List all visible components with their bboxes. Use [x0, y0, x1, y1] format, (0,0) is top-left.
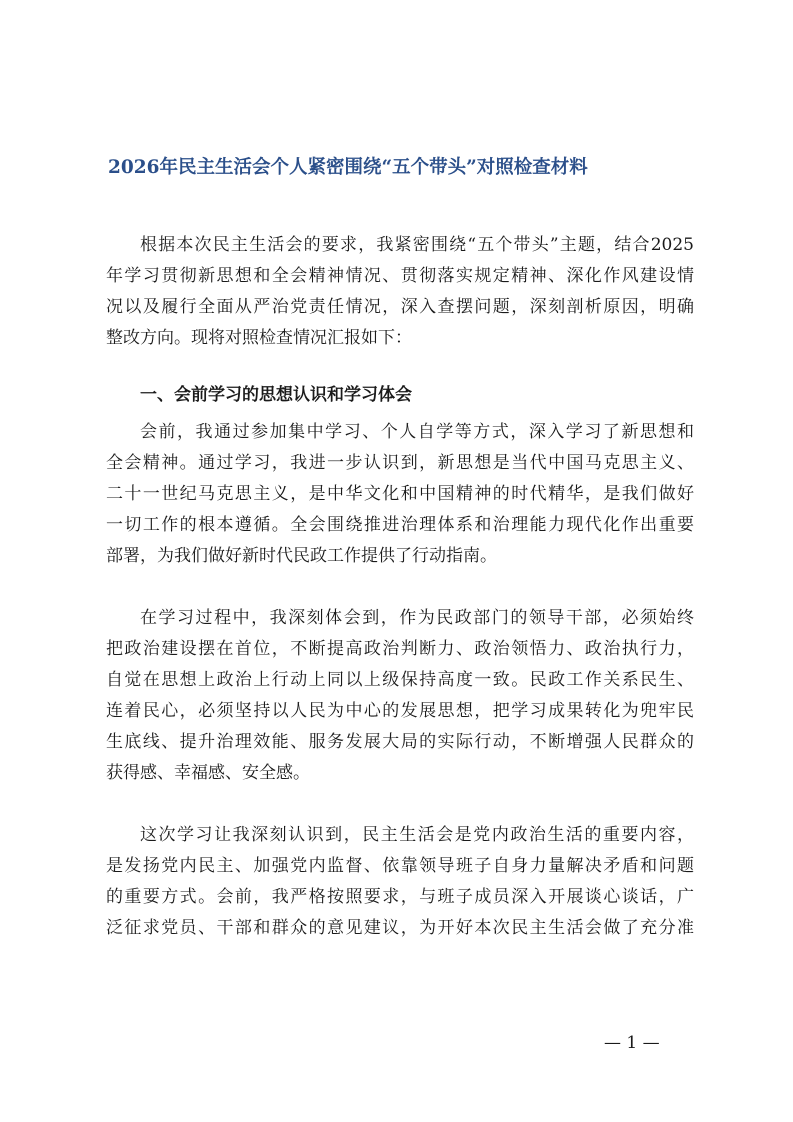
text-line: 根据本次民主生活会的要求，我紧密围绕“五个带头”主题，结合2025 [140, 235, 694, 255]
text-line: 部署，为我们做好新时代民政工作提供了行动指南。 [106, 546, 497, 566]
text-line: 自觉在思想上政治上行动上同以上级保持高度一致。民政工作关系民生、 [106, 670, 694, 690]
text-line: 二十一世纪马克思主义，是中华文化和中国精神的时代精华，是我们做好 [106, 484, 694, 504]
text-line: 生底线、提升治理效能、服务发展大局的实际行动，不断增强人民群众的 [106, 732, 694, 752]
text-line: 这次学习让我深刻认识到，民主生活会是党内政治生活的重要内容， [140, 825, 694, 845]
text-line: 年学习贯彻新思想和全会精神情况、贯彻落实规定精神、深化作风建设情 [106, 266, 694, 286]
text-line: 一切工作的根本遵循。全会围绕推进治理体系和治理能力现代化作出重要 [106, 515, 694, 535]
section-heading: 一、会前学习的思想认识和学习体会 [140, 385, 412, 405]
text-line: 全会精神。通过学习，我进一步认识到，新思想是当代中国马克思主义、 [106, 453, 694, 473]
text-line: 整改方向。现将对照检查情况汇报如下： [106, 328, 412, 348]
text-line: 泛征求党员、干部和群众的意见建议，为开好本次民主生活会做了充分准 [106, 918, 694, 938]
text-line: 的重要方式。会前，我严格按照要求，与班子成员深入开展谈心谈话，广 [106, 887, 694, 907]
text-line: 会前，我通过参加集中学习、个人自学等方式，深入学习了新思想和 [140, 422, 694, 442]
text-line: 把政治建设摆在首位，不断提高政治判断力、政治领悟力、政治执行力， [106, 639, 694, 659]
text-line: 是发扬党内民主、加强党内监督、依靠领导班子自身力量解决矛盾和问题 [106, 856, 694, 876]
text-line: 连着民心，必须坚持以人民为中心的发展思想，把学习成果转化为兜牢民 [106, 701, 694, 721]
text-line: 获得感、幸福感、安全感。 [106, 763, 310, 783]
page-number: — 1 — [604, 1033, 660, 1053]
text-line: 况以及履行全面从严治党责任情况，深入查摆问题，深刻剖析原因，明确 [106, 297, 694, 317]
document-title: 2026年民主生活会个人紧密围绕“五个带头”对照检查材料 [108, 157, 588, 178]
text-line: 在学习过程中，我深刻体会到，作为民政部门的领导干部，必须始终 [140, 608, 694, 628]
